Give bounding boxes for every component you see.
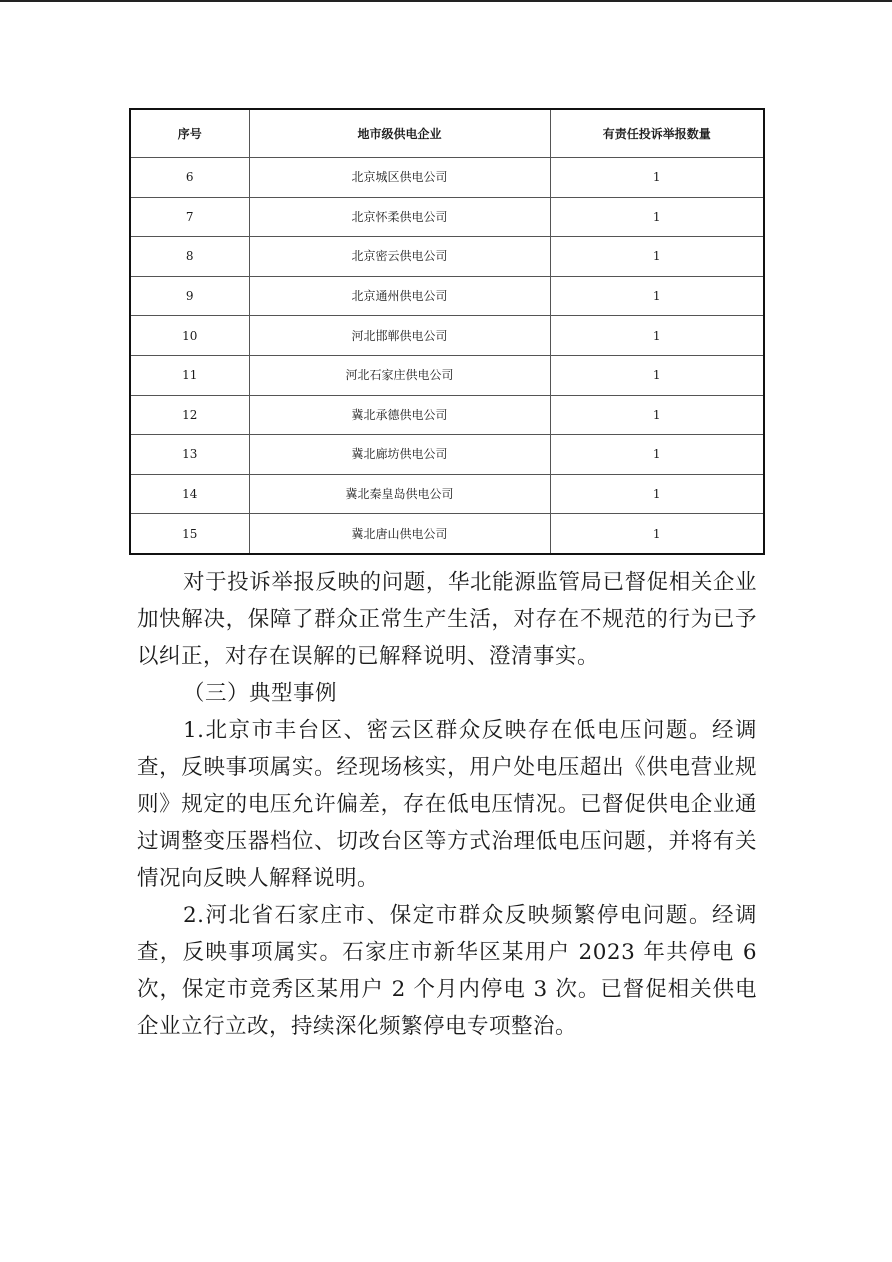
header-seq: 序号 <box>130 109 249 158</box>
cell-company: 北京城区供电公司 <box>249 158 550 198</box>
cell-seq: 9 <box>130 276 249 316</box>
table-header-row <box>130 109 764 158</box>
cell-seq: 11 <box>130 355 249 395</box>
paragraph-case-1: 1.北京市丰台区、密云区群众反映存在低电压问题。经调查，反映事项属实。经现场核实，用户处电压超出《供电营业规则》规定的电压允许偏差，存在低电压情况。已督促供电企业通过调整变压器档位、切改台区等方式治理低电压问题，并将有关情况向反映人解释说明。 <box>137 718 757 891</box>
table-row <box>130 395 764 435</box>
cell-company: 冀北秦皇岛供电公司 <box>249 474 550 514</box>
table-row <box>130 474 764 514</box>
table-row <box>130 514 764 554</box>
table-row <box>130 316 764 356</box>
paragraph-case-2: 2.河北省石家庄市、保定市群众反映频繁停电问题。经调查，反映事项属实。石家庄市新华区某用户 2023 年共停电 6 次，保定市竞秀区某用户 2 个月内停电 3 次。已督促相关供电企业立行立改，持续深化频繁停电专项整治。 <box>137 903 757 1039</box>
cell-seq: 6 <box>130 158 249 198</box>
complaint-table <box>129 108 765 555</box>
cell-count: 1 <box>550 474 764 514</box>
table-row <box>130 355 764 395</box>
cell-company: 冀北承德供电公司 <box>249 395 550 435</box>
header-count: 有责任投诉举报数量 <box>550 109 764 158</box>
cell-seq: 14 <box>130 474 249 514</box>
cell-count: 1 <box>550 197 764 237</box>
cell-seq: 10 <box>130 316 249 356</box>
cell-count: 1 <box>550 316 764 356</box>
table-row <box>130 237 764 277</box>
section-heading: （三）典型事例 <box>183 681 338 706</box>
cell-seq: 12 <box>130 395 249 435</box>
cell-company: 北京通州供电公司 <box>249 276 550 316</box>
cell-seq: 7 <box>130 197 249 237</box>
cell-company: 河北邯郸供电公司 <box>249 316 550 356</box>
cell-seq: 13 <box>130 435 249 475</box>
body-text <box>137 564 757 1045</box>
top-border-line <box>0 0 892 2</box>
cell-count: 1 <box>550 395 764 435</box>
cell-count: 1 <box>550 276 764 316</box>
cell-count: 1 <box>550 514 764 554</box>
cell-company: 北京密云供电公司 <box>249 237 550 277</box>
cell-count: 1 <box>550 237 764 277</box>
table-row <box>130 276 764 316</box>
table-row <box>130 158 764 198</box>
cell-company: 北京怀柔供电公司 <box>249 197 550 237</box>
cell-company: 河北石家庄供电公司 <box>249 355 550 395</box>
paragraph-summary: 对于投诉举报反映的问题，华北能源监管局已督促相关企业加快解决，保障了群众正常生产生活，对存在不规范的行为已予以纠正，对存在误解的已解释说明、澄清事实。 <box>137 570 757 669</box>
cell-count: 1 <box>550 355 764 395</box>
cell-company: 冀北唐山供电公司 <box>249 514 550 554</box>
cell-seq: 8 <box>130 237 249 277</box>
cell-count: 1 <box>550 435 764 475</box>
cell-count: 1 <box>550 158 764 198</box>
table-row <box>130 435 764 475</box>
header-company: 地市级供电企业 <box>249 109 550 158</box>
cell-seq: 15 <box>130 514 249 554</box>
cell-company: 冀北廊坊供电公司 <box>249 435 550 475</box>
table-row <box>130 197 764 237</box>
